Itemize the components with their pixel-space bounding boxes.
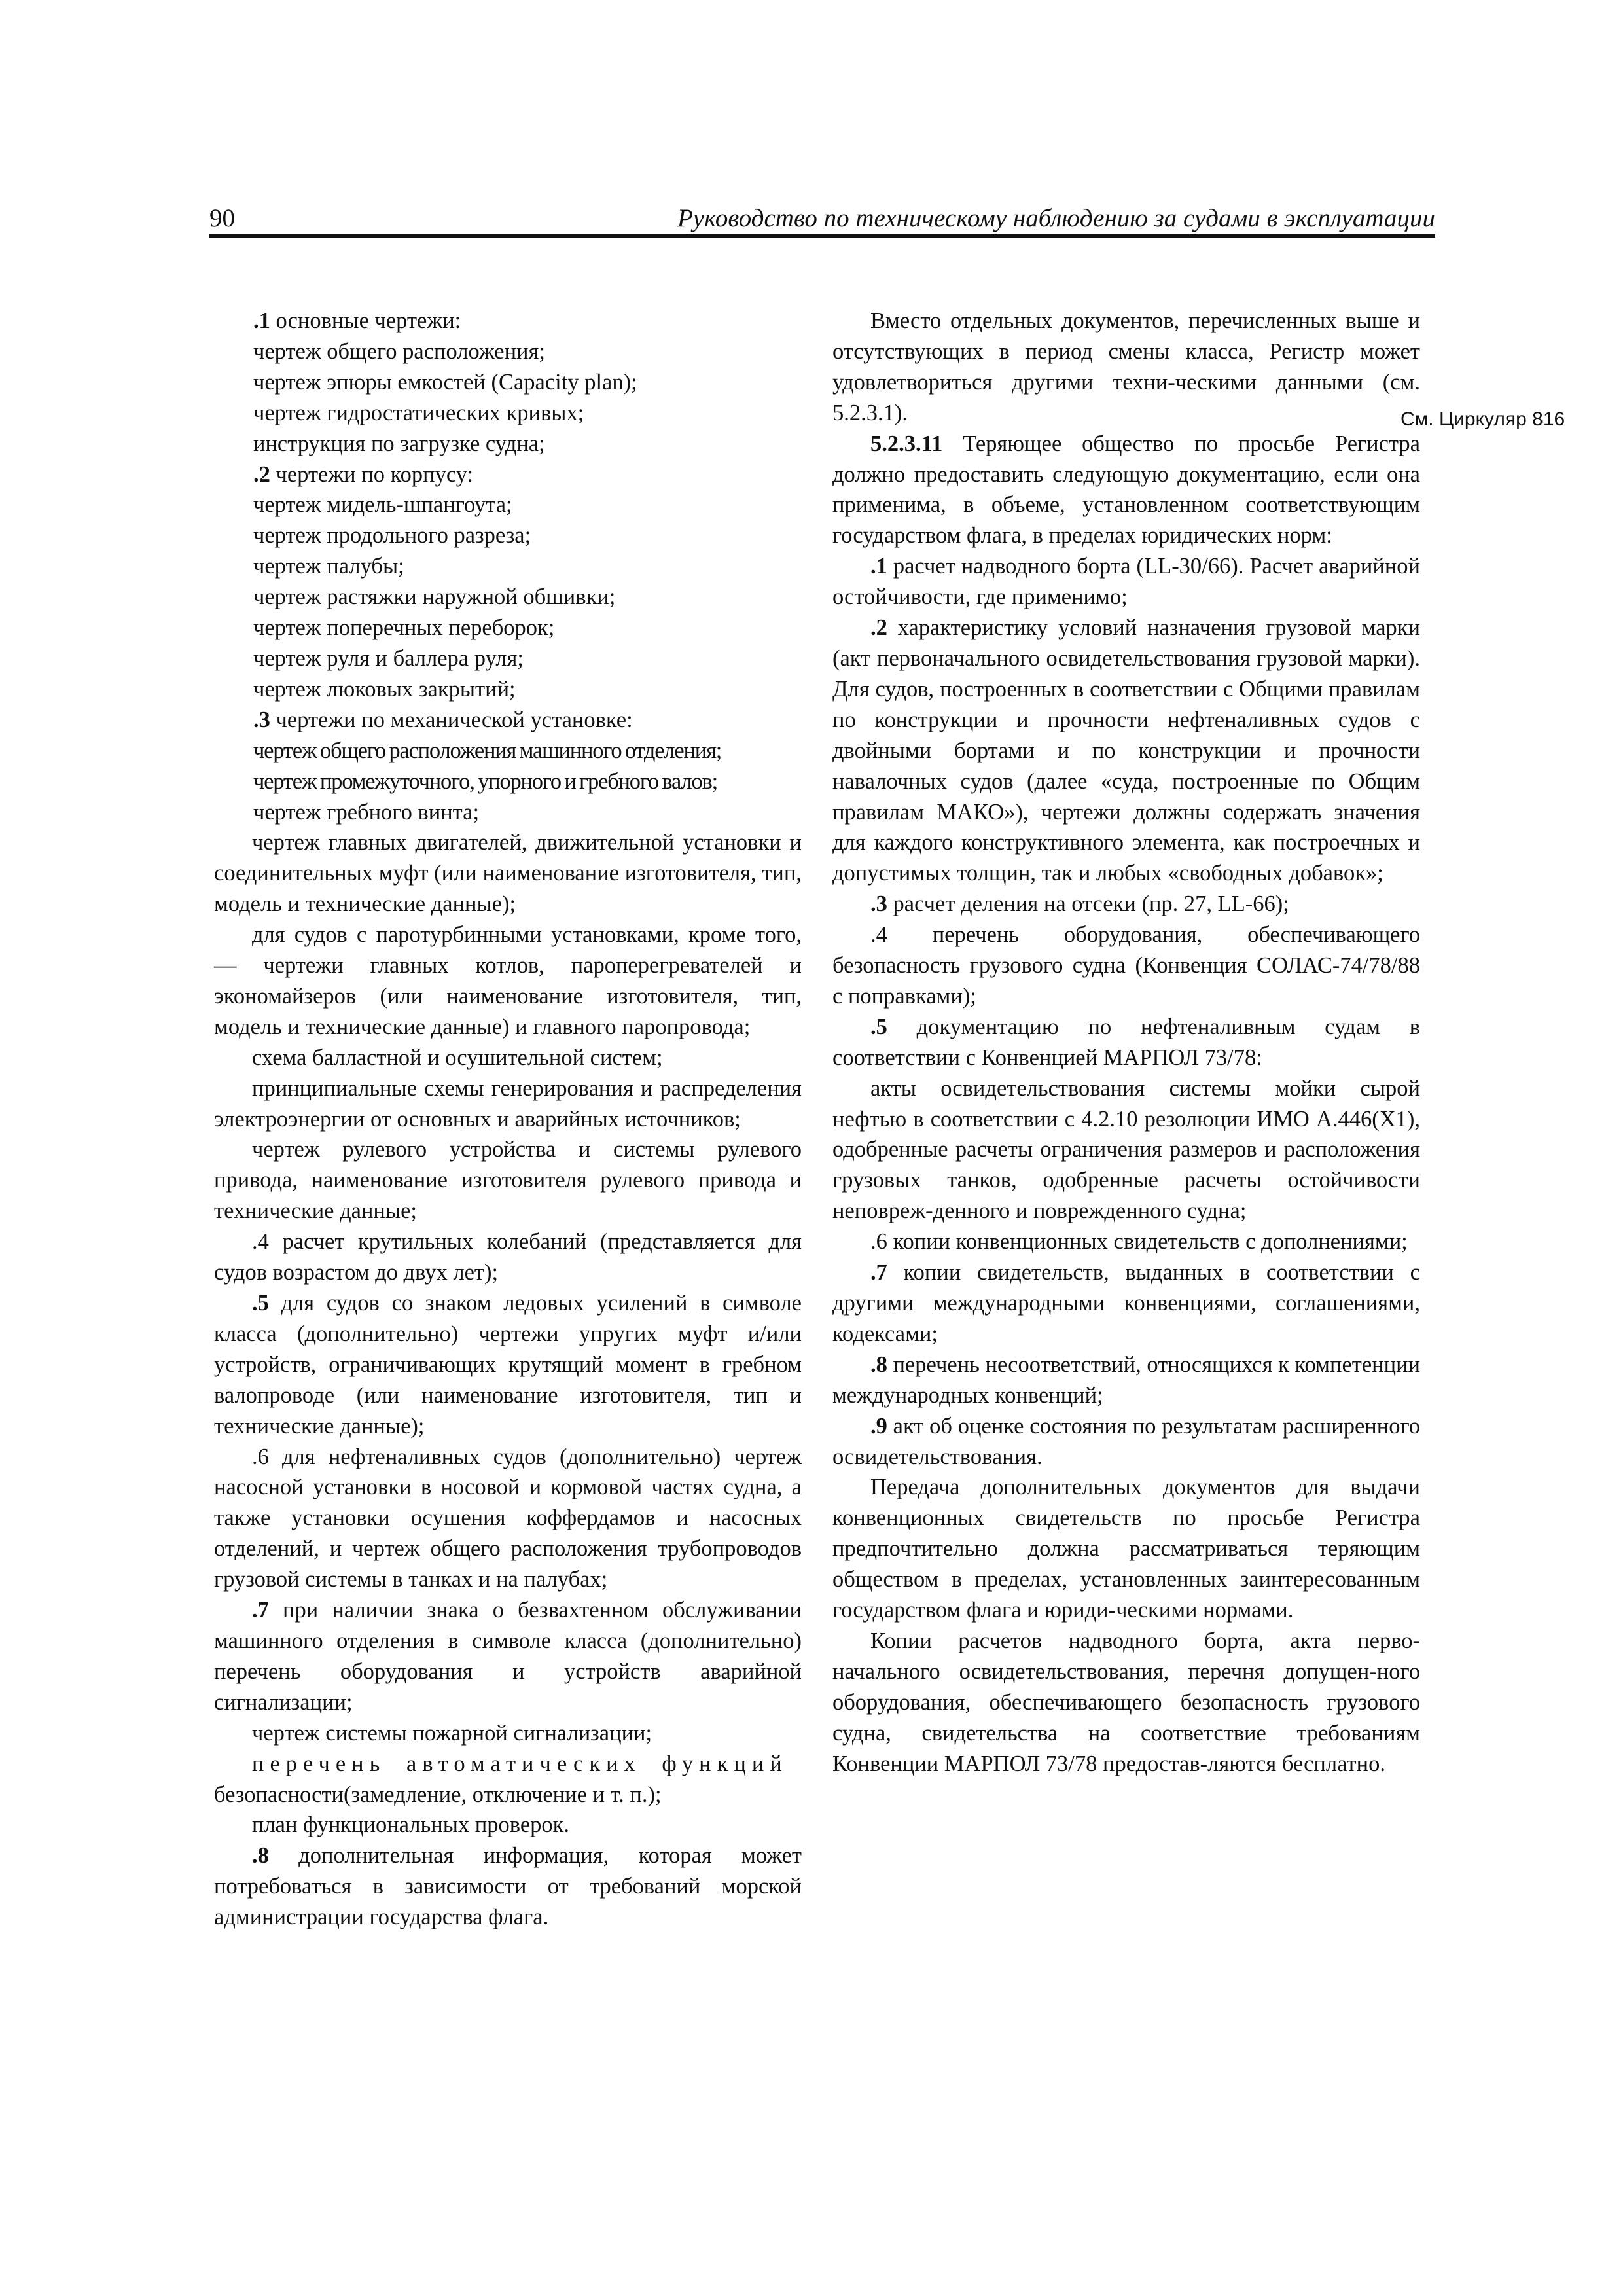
checks-paragraph: план функциональных проверок. <box>252 1812 570 1838</box>
drawing-line: чертеж общего расположения; <box>253 338 545 364</box>
header-rule <box>209 234 1435 238</box>
doc-item-7 <box>832 1257 1420 1350</box>
drawing-line: чертеж промежуточного, упорного и гребного валов; <box>253 768 717 794</box>
item-number: .8 <box>870 1352 887 1377</box>
item-number: .3 <box>870 891 887 917</box>
item-number: .4 <box>252 1229 269 1255</box>
item-number: .9 <box>870 1413 887 1439</box>
drawing-line: чертеж растяжки наружной обшивки; <box>253 584 616 610</box>
drawing-line: чертеж гидростатических кривых; <box>253 400 584 425</box>
item-text: чертежи по корпусу: <box>270 461 474 487</box>
list-item-5 <box>214 1288 802 1442</box>
item-number: .2 <box>870 615 887 641</box>
item-text: акт об оценке состояния по результатам расширенного освидетельствования. <box>832 1413 1420 1469</box>
item-text: при наличии знака о безвахтенном обслуживании машинного отделения в символе класса (дополнительно) перечень оборудования и устройств аварийной сигнализации; <box>214 1598 802 1715</box>
item-number: .5 <box>870 1014 887 1039</box>
list-item-2 <box>214 459 802 490</box>
section-number: 5.2.3.11 <box>870 431 943 456</box>
copies-paragraph: Копии расчетов надводного борта, акта перво-начального освидетельствования, перечня допущен-ного оборудования, обеспечивающего безопасность грузового судна, свидетельства на соответствие требованиям Конвенции МАРПОЛ 73/78 предостав-ляются бесплатно. <box>832 1628 1420 1776</box>
safety-functions-line-2: безопасности(замедление, отключение и т. п.); <box>214 1782 662 1807</box>
drawing-line: чертеж мидель-шпангоута; <box>253 492 512 518</box>
safety-functions-line: перечень автоматических функций <box>252 1751 788 1776</box>
item-number: .1 <box>253 308 270 333</box>
drawing-line: инструкция по загрузке судна; <box>253 431 545 456</box>
drawing-line: чертеж палубы; <box>253 554 404 579</box>
circular-reference-note: См. Циркуляр 816 <box>1400 408 1565 430</box>
item-number: .8 <box>252 1843 269 1869</box>
item-number: .1 <box>870 554 887 579</box>
drawing-line: чертеж руля и баллера руля; <box>253 645 524 671</box>
drawing-line: чертеж продольного разреза; <box>253 523 531 548</box>
list-item-8 <box>214 1840 802 1933</box>
item-text: расчет надводного борта (LL-30/66). Расчет аварийной остойчивости, где применимо; <box>832 554 1420 610</box>
item-number: .6 <box>870 1229 887 1255</box>
list-item-4 <box>214 1227 802 1288</box>
turbines-paragraph: для судов с паротурбинными установками, кроме того, — чертежи главных котлов, пароперегревателей и экономайзеров (или наименование изготовителя, тип, модель и технические данные) и главного паропровода; <box>214 922 802 1039</box>
fire-alarm-paragraph: чертеж системы пожарной сигнализации; <box>252 1720 652 1746</box>
item-text: дополнительная информация, которая может потребоваться в зависимости от требований морской администрации государства флага. <box>214 1843 802 1930</box>
ballast-paragraph: схема балластной и осушительной систем; <box>252 1045 663 1070</box>
drawing-line: чертеж эпюры емкостей (Capacity plan); <box>253 369 637 395</box>
section-5-2-3-11 <box>832 429 1420 552</box>
item-text: копии конвенционных свидетельств с дополнениями; <box>887 1229 1408 1255</box>
doc-item-8 <box>832 1350 1420 1411</box>
list-item-7 <box>214 1595 802 1718</box>
right-column <box>832 306 1420 1780</box>
page-number: 90 <box>209 204 235 232</box>
doc-item-6 <box>832 1227 1420 1257</box>
doc-item-2 <box>832 613 1420 889</box>
list-item-6 <box>214 1442 802 1596</box>
engines-paragraph: чертеж главных двигателей, движительной установки и соединительных муфт (или наименование изготовителя, тип, модель и технические данные); <box>214 830 802 917</box>
page-header <box>209 204 1435 233</box>
left-column <box>214 306 802 1933</box>
steering-paragraph: чертеж рулевого устройства и системы рулевого привода, наименование изготовителя рулевого привода и технические данные; <box>214 1137 802 1224</box>
drawing-line: чертеж гребного винта; <box>253 799 480 825</box>
drawing-line: чертеж люковых закрытий; <box>253 676 516 702</box>
doc-item-1 <box>832 551 1420 613</box>
item-number: .5 <box>252 1291 269 1316</box>
running-title: Руководство по техническому наблюдению за судами в эксплуатации <box>677 204 1435 232</box>
item-number: .7 <box>870 1260 887 1285</box>
item-number: .2 <box>253 461 270 487</box>
item-number: .7 <box>252 1598 269 1623</box>
acts-paragraph: акты освидетельствования системы мойки сырой нефтью в соответствии с 4.2.10 резолюции ИМО А.446(Х1), одобренные расчеты ограничения размеров и расположения грузовых танков, одобренные расчеты остойчивости неповреж-денного и поврежденного судна; <box>832 1075 1420 1224</box>
item-text: расчет крутильных колебаний (представляется для судов возрастом до двух лет); <box>214 1229 802 1285</box>
item-text: перечень оборудования, обеспечивающего безопасность грузового судна (Конвенция СОЛАС-74/78/88 с поправками); <box>832 922 1420 1009</box>
section-text: Теряющее общество по просьбе Регистра должно предоставить следующую документацию, если она применима, в объеме, установленном соответствующим государством флага, в пределах юридических норм: <box>832 431 1420 548</box>
item-text: копии свидетельств, выданных в соответствии с другими международными конвенциями, соглашениями, кодексами; <box>832 1260 1420 1346</box>
item-text: основные чертежи: <box>270 308 461 333</box>
doc-item-5 <box>832 1012 1420 1073</box>
item-text: чертежи по механической установке: <box>270 707 633 732</box>
doc-item-3 <box>832 889 1420 920</box>
instead-paragraph: Вместо отдельных документов, перечисленных выше и отсутствующих в период смены класса, Регистр может удовлетвориться другими техни-ческими данными (см. 5.2.3.1). <box>832 308 1420 425</box>
drawing-line: чертеж поперечных переборок; <box>253 615 555 641</box>
list-item-3 <box>214 705 802 736</box>
item-number: .6 <box>252 1444 269 1469</box>
item-text: перечень несоответствий, относящихся к компетенции международных конвенций; <box>832 1352 1420 1408</box>
power-paragraph: принципиальные схемы генерирования и распределения электроэнергии от основных и аварийных источников; <box>214 1075 802 1132</box>
transfer-paragraph: Передача дополнительных документов для выдачи конвенционных свидетельств по просьбе Регистра предпочтительно должна рассматриваться теряющим обществом в пределах, установленных заинтересованным государством флага и юриди-ческими нормами. <box>832 1475 1420 1623</box>
item-text: для судов со знаком ледовых усилений в символе класса (дополнительно) чертежи упругих муфт и/или устройств, ограничивающих крутящий момент в гребном валопроводе (или наименование изготовителя, тип и технические данные); <box>214 1291 802 1439</box>
list-item-1 <box>214 306 802 336</box>
drawing-line: чертеж общего расположения машинного отделения; <box>253 738 722 763</box>
item-text: расчет деления на отсеки (пр. 27, LL-66); <box>887 891 1289 917</box>
doc-item-9 <box>832 1411 1420 1473</box>
item-text: документацию по нефтеналивным судам в соответствии с Конвенцией МАРПОЛ 73/78: <box>832 1014 1420 1070</box>
item-text: характеристику условий назначения грузовой марки (акт первоначального освидетельствования грузовой марки). Для судов, построенных в соответствии с Общими правилам по конструкции и прочности нефтеналивных судов с двойными бортами и по конструкции и прочности навалочных судов (далее «суда, построенные по Общим правилам МАКО»), чертежи должны содержать значения для каждого конструктивного элемента, как построечных и допустимых толщин, так и любых «свободных добавок»; <box>832 615 1420 886</box>
item-text: для нефтеналивных судов (дополнительно) чертеж насосной установки в носовой и кормовой частях судна, а также установки осушения коффердамов и насосных отделений, и чертеж общего расположения трубопроводов грузовой системы в танках и на палубах; <box>214 1444 802 1592</box>
item-number: .3 <box>253 707 270 732</box>
doc-item-4 <box>832 920 1420 1012</box>
item-number: .4 <box>870 922 887 948</box>
